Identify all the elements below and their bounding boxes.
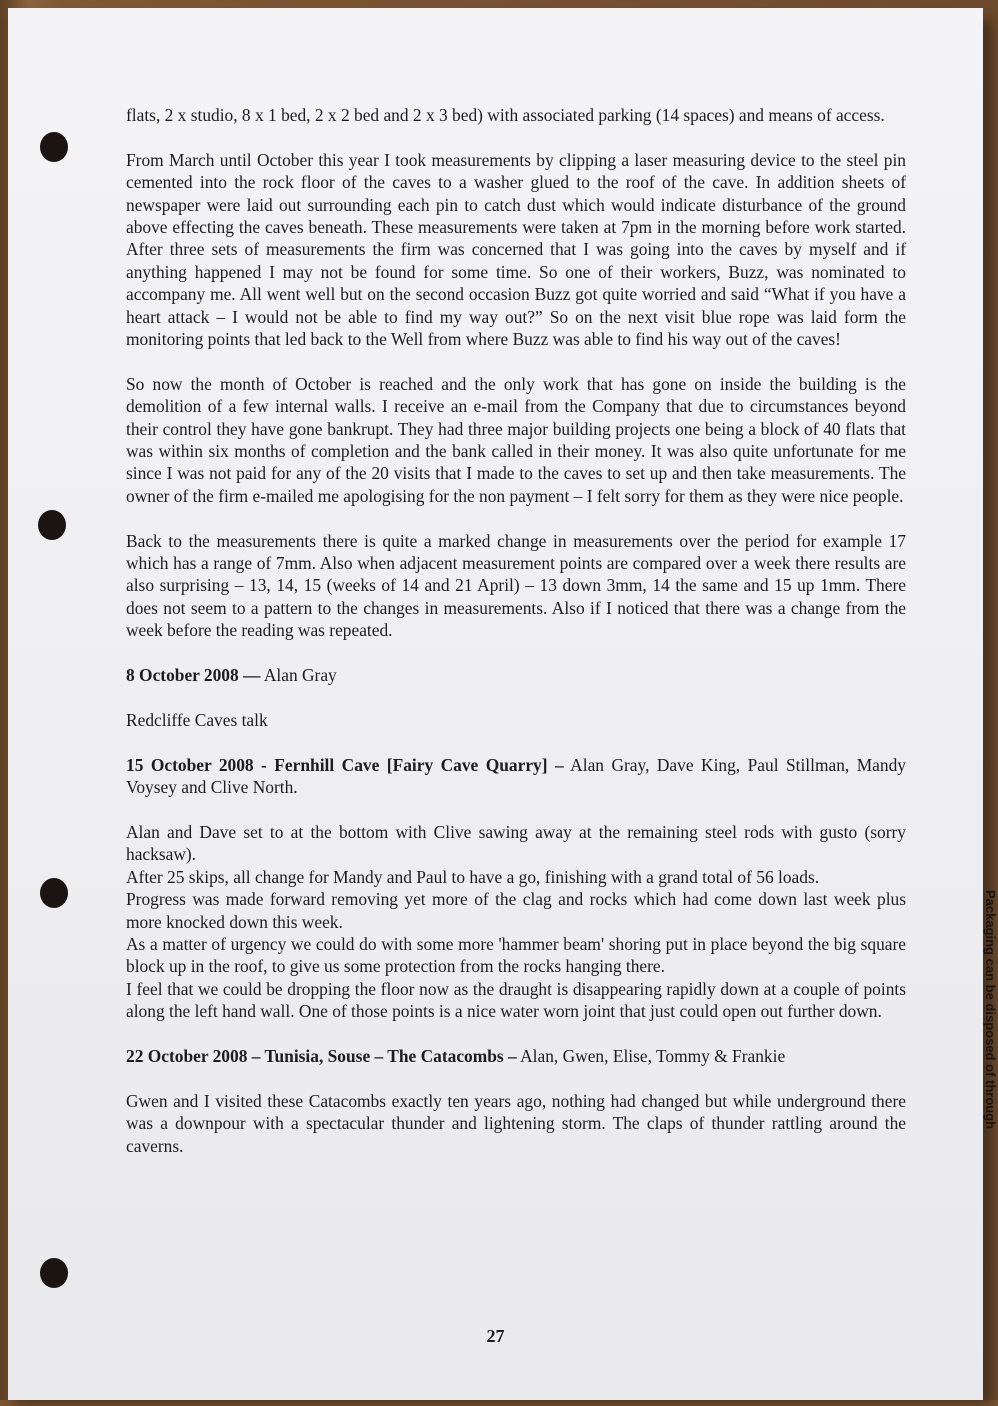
entry-line: Progress was made forward removing yet more of the clag and rocks which had come down last week plus more knocked down this week. <box>126 889 906 932</box>
entry-people: Alan Gray <box>260 665 337 686</box>
punch-hole <box>38 510 66 540</box>
entry-heading <box>126 1045 906 1067</box>
entry-date: 8 October 2008 — <box>126 665 261 686</box>
box-printed-label: Packaging can be disposed of through <box>983 890 998 1130</box>
entry-people: Alan Gray, Dave King, Paul Stillman, Mandy Voysey and Clive North. <box>126 754 906 798</box>
entry-line: After 25 skips, all change for Mandy and Paul to have a go, finishing with a grand total of 56 loads. <box>126 866 820 887</box>
paragraph: flats, 2 x studio, 8 x 1 bed, 2 x 2 bed and 2 x 3 bed) with associated parking (14 spaces) and means of access. <box>126 105 885 125</box>
entry-body: Gwen and I visited these Catacombs exactly ten years ago, nothing had changed but while underground there was a downpour with a spectacular thunder and lightening storm. The claps of thunder rattling around the caverns. <box>126 1090 906 1156</box>
paragraph: So now the month of October is reached and the only work that has gone on inside the building is the demolition of a few internal walls. I receive an e-mail from the Company that due to circumstances beyond their control they have gone bankrupt. They had three major building projects one being a block of 40 flats that was within six months of completion and the bank called in their money. It was also quite unfortunate for me since I was not paid for any of the 20 visits that I made to the caves to set up and then take measurements. The owner of the firm e-mailed me apologising for the non payment – I felt sorry for them as they were nice people. <box>126 373 906 506</box>
box-printed-text <box>983 890 998 1210</box>
entry-date: 15 October 2008 - Fernhill Cave [Fairy Cave Quarry] – <box>126 754 564 775</box>
punch-hole <box>40 1258 68 1288</box>
punch-hole <box>40 132 68 162</box>
entry-heading <box>126 664 906 686</box>
entry-people: Alan, Gwen, Elise, Tommy & Frankie <box>516 1045 786 1066</box>
entry-line: I feel that we could be dropping the floor now as the draught is disappearing rapidly down at a couple of points along the left hand wall. One of those points is a nice water worn joint that just could open out further down. <box>126 978 906 1022</box>
punch-hole <box>40 878 68 908</box>
entry-line: Alan and Dave set to at the bottom with Clive sawing away at the remaining steel rods with gusto (sorry hacksaw). <box>126 821 906 865</box>
paragraph: Back to the measurements there is quite a marked change in measurements over the period for example 17 which has a range of 7mm. Also when adjacent measurement points are compared over a week there results are also surprising – 13, 14, 15 (weeks of 14 and 21 April) – 13 down 3mm, 14 the same and 15 up 1mm. There does not seem to a pattern to the changes in measurements. Also if I noticed that there was a change from the week before the reading was repeated. <box>126 530 906 641</box>
entry-body: Redcliffe Caves talk <box>126 709 268 730</box>
page-text <box>126 104 906 1179</box>
document-page <box>8 8 983 1400</box>
entry-line: As a matter of urgency we could do with some more 'hammer beam' shoring put in place beyond the big square block up in the roof, to give us some protection from the rocks hanging there. <box>126 933 906 977</box>
paragraph: From March until October this year I took measurements by clipping a laser measuring device to the steel pin cemented into the rock floor of the caves to a washer glued to the roof of the cave. In addition sheets of newspaper were laid out surrounding each pin to catch dust which would indicate disturbance of the ground above effecting the caves beneath. These measurements were taken at 7pm in the morning before work started. After three sets of measurements the firm was concerned that I was going into the caves by myself and if anything happened I may not be found for some time. So one of their workers, Buzz, was nominated to accompany me. All went well but on the second occasion Buzz got quite worried and said “What if you have a heart attack – I would not be able to find my way out?” So on the next visit blue rope was laid form the monitoring points that led back to the Well from where Buzz was able to find his way out of the caves! <box>126 149 906 350</box>
entry-heading <box>126 754 906 799</box>
page-number: 27 <box>486 1326 505 1346</box>
entry-date: 22 October 2008 – Tunisia, Souse – The Catacombs – <box>126 1045 517 1066</box>
